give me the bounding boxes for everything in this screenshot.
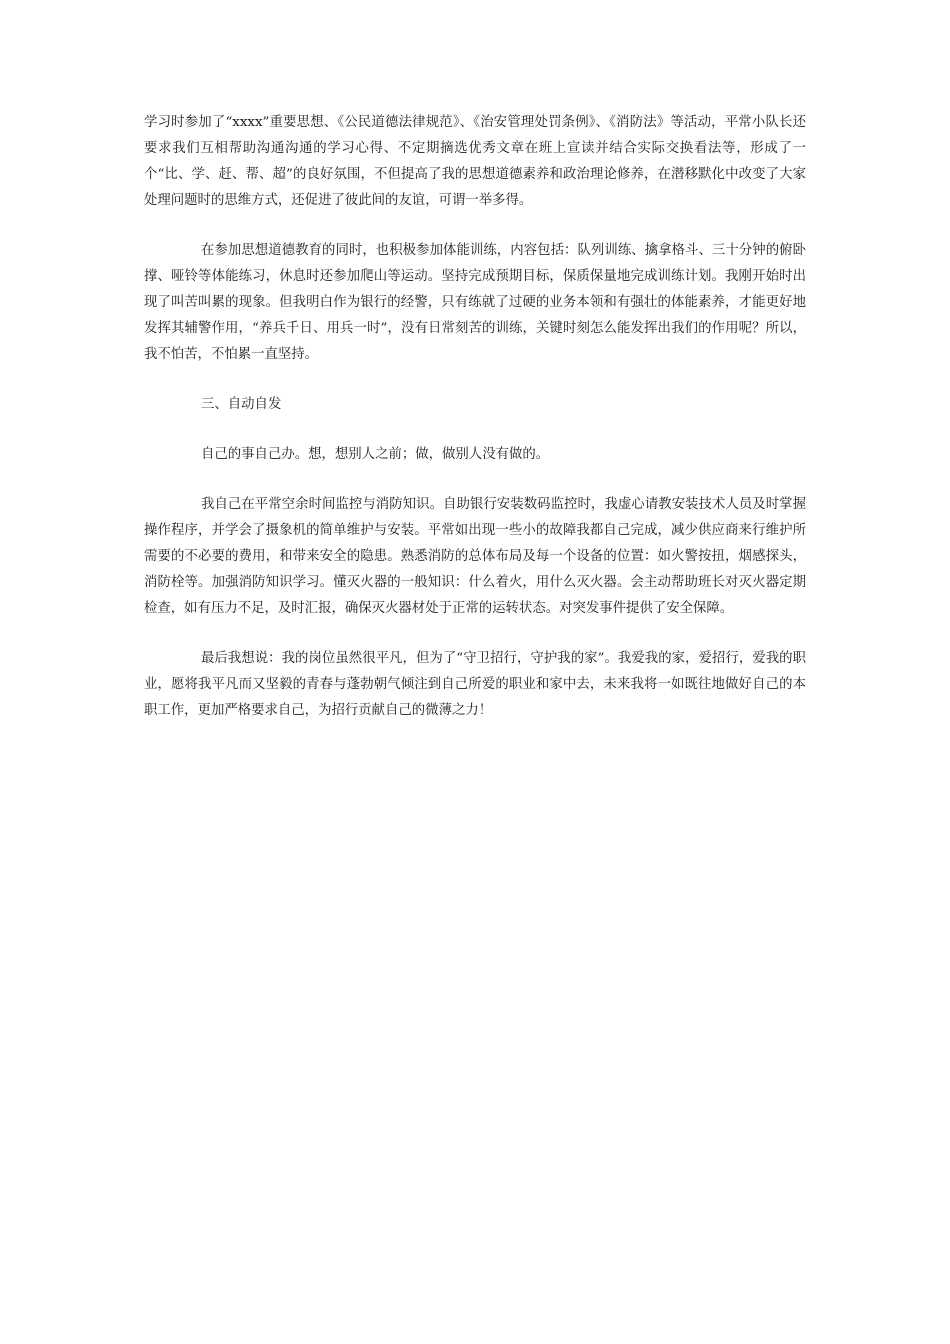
paragraph-motto: 自己的事自己办。想，想别人之前；做，做别人没有做的。 xyxy=(201,447,550,462)
paragraph-study-activities: 学习时参加了“xxxx”重要思想、《公民道德法律规范》、《治安管理处罚条例》、《消防法》等活动，平常小队长还要求我们互相帮助沟通沟通的学习心得、不定期摘选优秀文章在班上宣读并结合实际交换看法等，形成了一个“比、学、赶、帮、超”的良好氛围，不但提高了我的思想道德素养和政治理论修养，在潜移默化中改变了大家处理问题时的思维方式，还促进了彼此间的友谊，可谓一举多得。 xyxy=(144,115,806,208)
section-heading-self-motivation: 三、自动自发 xyxy=(201,397,282,412)
document-body xyxy=(144,110,806,748)
paragraph-conclusion: 最后我想说：我的岗位虽然很平凡，但为了“守卫招行，守护我的家”。我爱我的家，爱招行，爱我的职业，愿将我平凡而又坚毅的青春与蓬勃朝气倾注到自己所爱的职业和家中去，未来我将一如既往地做好自己的本职工作，更加严格要求自己，为招行贡献自己的微薄之力！ xyxy=(144,651,806,718)
paragraph-physical-training: 在参加思想道德教育的同时，也积极参加体能训练，内容包括：队列训练、擒拿格斗、三十分钟的俯卧撑、哑铃等体能练习，休息时还参加爬山等运动。坚持完成预期目标，保质保量地完成训练计划。我刚开始时出现了叫苦叫累的现象。但我明白作为银行的经警，只有练就了过硬的业务本领和有强壮的体能素养，才能更好地发挥其辅警作用，“养兵千日、用兵一时”，没有日常刻苦的训练，关键时刻怎么能发挥出我们的作用呢？所以，我不怕苦，不怕累一直坚持。 xyxy=(144,243,806,362)
paragraph-monitoring-fire-knowledge: 我自己在平常空余时间监控与消防知识。自助银行安装数码监控时，我虚心请教安装技术人员及时掌握操作程序，并学会了摄象机的简单维护与安装。平常如出现一些小的故障我都自己完成，减少供应商来行维护所需要的不必要的费用，和带来安全的隐患。熟悉消防的总体布局及每一个设备的位置：如火警按扭，烟感探头，消防栓等。加强消防知识学习。懂灭火器的一般知识：什么着火，用什么灭火器。会主动帮助班长对灭火器定期检查，如有压力不足，及时汇报，确保灭火器材处于正常的运转状态。对突发事件提供了安全保障。 xyxy=(144,497,806,616)
